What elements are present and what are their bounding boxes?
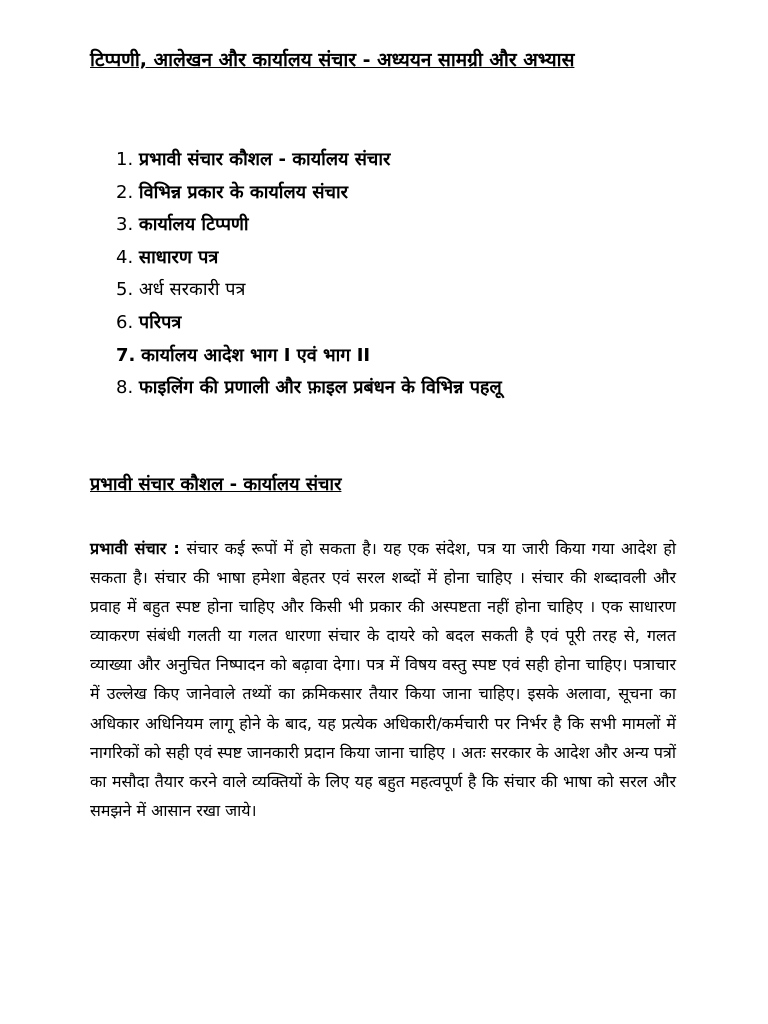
toc-item-number: 7. — [116, 344, 136, 366]
toc-item — [116, 177, 696, 210]
toc-item-number: 4. — [116, 246, 134, 268]
toc-item-label: कार्यालय टिप्पणी — [138, 214, 249, 236]
toc-item-number: 3. — [116, 214, 134, 236]
toc-item-number: 5. — [116, 279, 134, 301]
toc-item-label: विभिन्न प्रकार के कार्यालय संचार — [138, 181, 349, 203]
toc-item — [116, 307, 696, 340]
toc-item-number: 1. — [116, 149, 134, 170]
toc-item-number: 2. — [116, 181, 134, 203]
table-of-contents — [116, 144, 696, 405]
paragraph-text: संचार कई रूपों में हो सकता है। यह एक संदेश, पत्र या जारी किया गया आदेश हो सकता है। संचार की भाषा हमेशा बेहतर एवं सरल शब्दों में होना चाहिए । संचार की शब्दावली और प्रवाह में बहुत स्पष्ट होना चाहिए और किसी भी प्रकार की अस्पष्टता नहीं होना चाहिए । एक साधारण व्याकरण संबंधी गलती या गलत धारणा संचार के दायरे को बदल सकती है एवं पूरी तरह से, गलत व्याख्या और अनुचित निष्पादन को बढ़ावा देगा। पत्र में विषय वस्तु स्पष्ट एवं सही होना चाहिए। पत्राचार में उल्लेख किए जानेवाले तथ्यों का क्रमिकसार तैयार किया जाना चाहिए। इसके अलावा, सूचना का अधिकार अधिनियम लागू होने के बाद, यह प्रत्येक अधिकारी/कर्मचारी पर निर्भर है कि सभी मामलों में नागरिकों को सही एवं स्पष्ट जानकारी प्रदान किया जाना चाहिए । अतः सरकार के आदेश और अन्य पत्रों का मसौदा तैयार करने वाले व्यक्तियों के लिए यह बहुत महत्वपूर्ण है कि संचार की भाषा को सरल और समझने में आसान रखा जाये। — [90, 539, 676, 820]
toc-item-number: 6. — [116, 311, 134, 333]
document-title: टिप्पणी, आलेखन और कार्यालय संचार - अध्ययन सामग्री और अभ्यास — [90, 49, 575, 71]
toc-item-label: प्रभावी संचार कौशल - कार्यालय संचार — [138, 149, 391, 170]
toc-item-label: कार्यालय आदेश भाग I एवं भाग II — [141, 344, 371, 366]
section-heading: प्रभावी संचार कौशल - कार्यालय संचार — [90, 474, 342, 495]
paragraph-lead-term: प्रभावी संचार : — [90, 539, 180, 558]
toc-item-label: अर्ध सरकारी पत्र — [138, 279, 246, 301]
body-paragraph — [90, 534, 676, 825]
toc-item — [116, 372, 696, 405]
toc-item-label: परिपत्र — [138, 311, 182, 333]
toc-item — [116, 242, 696, 275]
toc-item — [116, 274, 696, 307]
toc-item-label: फाइलिंग की प्रणाली और फ़ाइल प्रबंधन के विभिन्न पहलू — [138, 377, 502, 399]
toc-item — [116, 340, 696, 373]
toc-item-label: साधारण पत्र — [138, 246, 219, 268]
toc-item — [116, 144, 696, 177]
toc-item-number: 8. — [116, 377, 134, 399]
toc-item — [116, 209, 696, 242]
